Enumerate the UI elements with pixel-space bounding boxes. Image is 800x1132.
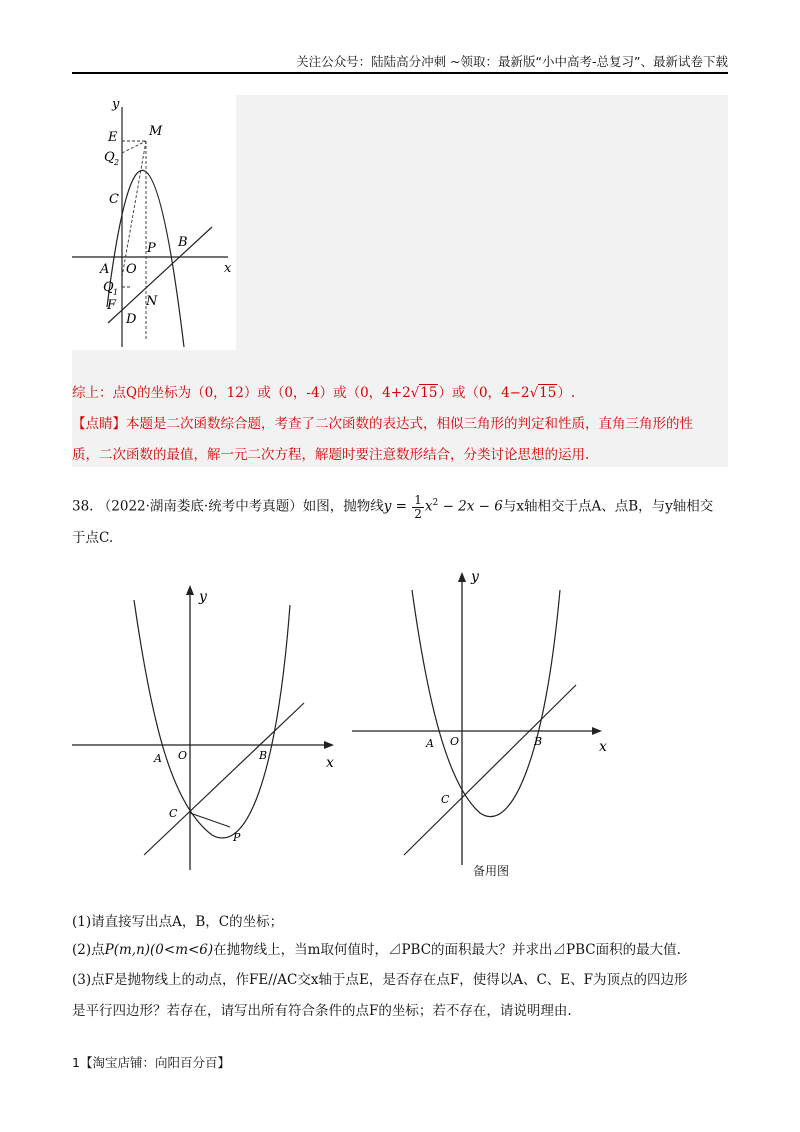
fig1-label-C: C	[169, 807, 178, 820]
label-O: O	[126, 262, 137, 277]
fig2-parabola	[412, 590, 560, 817]
figure-2-caption: 备用图	[473, 864, 510, 878]
fraction: $\frac{1}{2}$	[414, 492, 422, 521]
fig1-parabola	[134, 600, 290, 838]
label-y: y	[112, 97, 120, 112]
fig2-line-bc	[404, 685, 576, 855]
fig2-y-arrow	[458, 572, 466, 582]
fig1-label-B: B	[259, 749, 268, 762]
fig2-label-A: A	[426, 737, 434, 750]
label-C: C	[109, 192, 119, 207]
fig1-label-A: A	[154, 752, 162, 765]
header-text: 关注公众号：陆陆高分冲刺 ~领取：最新版“小中高考-总复习”、最新试卷下载	[296, 54, 728, 69]
fig1-line-bc	[144, 703, 304, 855]
label-N: N	[146, 294, 158, 309]
solution-graph-svg	[72, 95, 236, 350]
label-B: B	[178, 235, 188, 250]
solution-comment-1: 【点睛】本题是二次函数综合题，考查了二次函数的表达式，相似三角形的判定和性质，直角三角形的性	[72, 416, 693, 432]
label-E: E	[108, 130, 118, 145]
question-3-cont: 是平行四边形？若存在，请写出所有符合条件的点F的坐标；若不存在，请说明理由.	[72, 1003, 572, 1019]
figure-1	[72, 575, 342, 875]
label-Q1: Q	[103, 280, 114, 295]
fig2-label-x: x	[599, 739, 607, 755]
comment-tag: 【点睛】	[72, 416, 126, 432]
label-x: x	[224, 261, 232, 276]
label-Q2: Q	[104, 150, 115, 165]
label-Q2-sub: 2	[114, 158, 120, 167]
label-A: A	[100, 262, 110, 277]
fig2-x-arrow	[592, 727, 602, 735]
label-M: M	[149, 124, 163, 139]
question-1: (1)请直接写出点A，B，C的坐标；	[72, 914, 284, 930]
solution-graph	[72, 95, 236, 350]
page-footer: 1【淘宝店铺：向阳百分百】	[72, 1055, 230, 1070]
fig2-label-y: y	[471, 569, 479, 585]
fig2-label-C: C	[441, 793, 450, 806]
problem-number: 38.	[72, 498, 94, 515]
fig1-label-x: x	[326, 755, 334, 771]
label-D: D	[126, 312, 137, 327]
fig1-label-y: y	[199, 589, 207, 605]
line-bd	[108, 227, 212, 323]
label-P: P	[147, 241, 156, 256]
solution-comment-2: 质，二次函数的最值，解一元二次方程，解题时要注意数形结合，分类讨论思想的运用.	[72, 447, 590, 463]
fig2-label-O: O	[450, 735, 460, 748]
fig1-label-P: P	[233, 831, 241, 844]
question-3: (3)点F是抛物线上的动点，作FE//AC交x轴于点E，是否存在点F，使得以A、C、E、F为顶点的四边形	[72, 972, 688, 988]
question-2: (2)点P(m,n)(0<m<6)在抛物线上，当m取何值时，⊿PBC的面积最大？并求出⊿PBC面积的最大值.	[72, 942, 681, 958]
label-Q1-sub: 1	[113, 288, 119, 297]
problem-statement: 38. （2022·湖南娄底·统考中考真题）如图，抛物线y = $\frac{1}{2}$ $x^2 - 2x - 6$与x轴相交于点A、点B，与y轴相交	[72, 492, 714, 521]
fig1-x-arrow	[324, 741, 334, 749]
label-F: F	[107, 298, 117, 313]
solution-conclusion: 综上：点Q的坐标为（0，12）或（0，-4）或（0，4+2√15）或（0，4−2√15）.	[72, 385, 576, 401]
page-header	[72, 54, 728, 74]
fig1-line-cp	[190, 813, 230, 827]
fig1-y-arrow	[186, 585, 194, 595]
fig2-label-B: B	[534, 735, 543, 748]
fig1-label-O: O	[178, 749, 188, 762]
figure-2	[350, 565, 620, 880]
problem-statement-2: 于点C.	[72, 530, 114, 546]
